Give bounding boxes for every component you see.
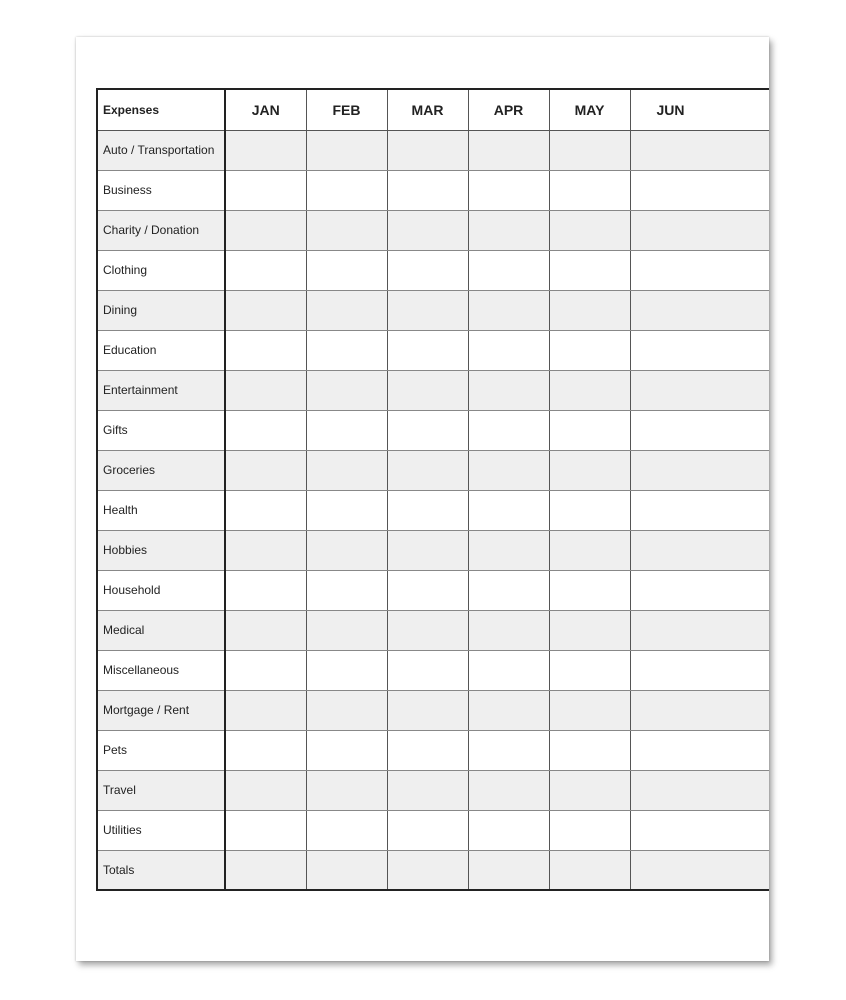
entry-cell[interactable] <box>549 410 630 450</box>
row-label: Mortgage / Rent <box>97 690 225 730</box>
entry-cell[interactable] <box>549 810 630 850</box>
table-row <box>97 810 769 850</box>
entry-cell[interactable] <box>306 850 387 890</box>
table-row <box>97 290 769 330</box>
table-row <box>97 650 769 690</box>
entry-cell[interactable] <box>468 370 549 410</box>
entry-cell[interactable] <box>387 450 468 490</box>
row-label: Travel <box>97 770 225 810</box>
entry-cell[interactable] <box>225 810 306 850</box>
entry-cell[interactable] <box>630 250 769 290</box>
entry-cell[interactable] <box>306 610 387 650</box>
entry-cell[interactable] <box>468 850 549 890</box>
entry-cell[interactable] <box>225 370 306 410</box>
entry-cell[interactable] <box>630 770 769 810</box>
entry-cell[interactable] <box>387 210 468 250</box>
entry-cell[interactable] <box>549 290 630 330</box>
entry-cell[interactable] <box>225 170 306 210</box>
entry-cell[interactable] <box>306 490 387 530</box>
entry-cell[interactable] <box>630 650 769 690</box>
entry-cell[interactable] <box>225 770 306 810</box>
table-row <box>97 170 769 210</box>
entry-cell[interactable] <box>306 770 387 810</box>
entry-cell[interactable] <box>306 730 387 770</box>
entry-cell[interactable] <box>630 290 769 330</box>
entry-cell[interactable] <box>468 330 549 370</box>
entry-cell[interactable] <box>468 570 549 610</box>
entry-cell[interactable] <box>549 690 630 730</box>
table-row <box>97 610 769 650</box>
entry-cell[interactable] <box>225 250 306 290</box>
entry-cell[interactable] <box>549 130 630 170</box>
entry-cell[interactable] <box>468 410 549 450</box>
entry-cell[interactable] <box>468 290 549 330</box>
row-label: Hobbies <box>97 530 225 570</box>
entry-cell[interactable] <box>468 250 549 290</box>
row-label: Dining <box>97 290 225 330</box>
entry-cell[interactable] <box>225 610 306 650</box>
entry-cell[interactable] <box>306 370 387 410</box>
table-row <box>97 370 769 410</box>
entry-cell[interactable] <box>225 410 306 450</box>
header-month-feb: FEB <box>306 89 387 130</box>
row-label: Household <box>97 570 225 610</box>
entry-cell[interactable] <box>549 450 630 490</box>
expense-table <box>96 88 769 891</box>
entry-cell[interactable] <box>306 250 387 290</box>
entry-cell[interactable] <box>549 650 630 690</box>
entry-cell[interactable] <box>630 330 769 370</box>
entry-cell[interactable] <box>387 690 468 730</box>
entry-cell[interactable] <box>387 290 468 330</box>
entry-cell[interactable] <box>468 130 549 170</box>
table-row <box>97 690 769 730</box>
table-row <box>97 490 769 530</box>
entry-cell[interactable] <box>387 770 468 810</box>
entry-cell[interactable] <box>225 450 306 490</box>
row-label: Medical <box>97 610 225 650</box>
budget-sheet <box>76 37 769 961</box>
entry-cell[interactable] <box>387 570 468 610</box>
entry-cell[interactable] <box>306 130 387 170</box>
entry-cell[interactable] <box>306 210 387 250</box>
entry-cell[interactable] <box>225 130 306 170</box>
entry-cell[interactable] <box>468 450 549 490</box>
entry-cell[interactable] <box>549 730 630 770</box>
entry-cell[interactable] <box>549 330 630 370</box>
entry-cell[interactable] <box>630 690 769 730</box>
table-row <box>97 330 769 370</box>
entry-cell[interactable] <box>468 210 549 250</box>
entry-cell[interactable] <box>468 610 549 650</box>
row-label: Gifts <box>97 410 225 450</box>
entry-cell[interactable] <box>630 490 769 530</box>
entry-cell[interactable] <box>549 570 630 610</box>
entry-cell[interactable] <box>630 530 769 570</box>
entry-cell[interactable] <box>549 610 630 650</box>
entry-cell[interactable] <box>225 290 306 330</box>
entry-cell[interactable] <box>387 730 468 770</box>
table-row <box>97 130 769 170</box>
entry-cell[interactable] <box>468 770 549 810</box>
entry-cell[interactable] <box>387 410 468 450</box>
header-month-jun: JUN <box>630 89 769 130</box>
table-row <box>97 450 769 490</box>
entry-cell[interactable] <box>306 410 387 450</box>
entry-cell[interactable] <box>630 850 769 890</box>
header-month-may: MAY <box>549 89 630 130</box>
entry-cell[interactable] <box>306 170 387 210</box>
header-month-jan: JAN <box>225 89 306 130</box>
entry-cell[interactable] <box>630 450 769 490</box>
row-label: Miscellaneous <box>97 650 225 690</box>
entry-cell[interactable] <box>387 610 468 650</box>
entry-cell[interactable] <box>549 250 630 290</box>
entry-cell[interactable] <box>468 650 549 690</box>
entry-cell[interactable] <box>630 610 769 650</box>
table-row <box>97 770 769 810</box>
entry-cell[interactable] <box>630 130 769 170</box>
row-label: Charity / Donation <box>97 210 225 250</box>
entry-cell[interactable] <box>306 450 387 490</box>
row-label: Groceries <box>97 450 225 490</box>
entry-cell[interactable] <box>549 370 630 410</box>
entry-cell[interactable] <box>549 170 630 210</box>
entry-cell[interactable] <box>306 570 387 610</box>
entry-cell[interactable] <box>306 330 387 370</box>
table-row <box>97 570 769 610</box>
table-row <box>97 210 769 250</box>
entry-cell[interactable] <box>630 570 769 610</box>
row-label: Utilities <box>97 810 225 850</box>
row-label: Totals <box>97 850 225 890</box>
entry-cell[interactable] <box>225 490 306 530</box>
entry-cell[interactable] <box>630 410 769 450</box>
entry-cell[interactable] <box>468 730 549 770</box>
table-row <box>97 850 769 890</box>
entry-cell[interactable] <box>225 650 306 690</box>
entry-cell[interactable] <box>549 770 630 810</box>
entry-cell[interactable] <box>306 690 387 730</box>
entry-cell[interactable] <box>306 650 387 690</box>
entry-cell[interactable] <box>387 530 468 570</box>
entry-cell[interactable] <box>225 530 306 570</box>
entry-cell[interactable] <box>387 650 468 690</box>
entry-cell[interactable] <box>468 530 549 570</box>
entry-cell[interactable] <box>630 810 769 850</box>
entry-cell[interactable] <box>225 210 306 250</box>
entry-cell[interactable] <box>468 490 549 530</box>
entry-cell[interactable] <box>225 850 306 890</box>
header-month-mar: MAR <box>387 89 468 130</box>
entry-cell[interactable] <box>468 810 549 850</box>
entry-cell[interactable] <box>225 690 306 730</box>
entry-cell[interactable] <box>549 210 630 250</box>
entry-cell[interactable] <box>468 170 549 210</box>
entry-cell[interactable] <box>225 330 306 370</box>
table-row <box>97 410 769 450</box>
table-body <box>97 130 769 890</box>
entry-cell[interactable] <box>225 730 306 770</box>
table-row <box>97 250 769 290</box>
row-label: Business <box>97 170 225 210</box>
entry-cell[interactable] <box>630 730 769 770</box>
entry-cell[interactable] <box>387 130 468 170</box>
entry-cell[interactable] <box>630 170 769 210</box>
entry-cell[interactable] <box>306 530 387 570</box>
row-label: Auto / Transportation <box>97 130 225 170</box>
entry-cell[interactable] <box>387 330 468 370</box>
table-row <box>97 530 769 570</box>
entry-cell[interactable] <box>387 490 468 530</box>
row-label: Pets <box>97 730 225 770</box>
entry-cell[interactable] <box>549 530 630 570</box>
row-label: Health <box>97 490 225 530</box>
entry-cell[interactable] <box>468 690 549 730</box>
entry-cell[interactable] <box>387 370 468 410</box>
entry-cell[interactable] <box>387 250 468 290</box>
entry-cell[interactable] <box>630 210 769 250</box>
entry-cell[interactable] <box>630 370 769 410</box>
entry-cell[interactable] <box>387 810 468 850</box>
entry-cell[interactable] <box>225 570 306 610</box>
entry-cell[interactable] <box>549 490 630 530</box>
entry-cell[interactable] <box>387 170 468 210</box>
entry-cell[interactable] <box>306 290 387 330</box>
table-row <box>97 730 769 770</box>
header-expenses: Expenses <box>97 89 225 130</box>
row-label: Education <box>97 330 225 370</box>
row-label: Clothing <box>97 250 225 290</box>
entry-cell[interactable] <box>549 850 630 890</box>
row-label: Entertainment <box>97 370 225 410</box>
header-row <box>97 89 769 130</box>
entry-cell[interactable] <box>387 850 468 890</box>
entry-cell[interactable] <box>306 810 387 850</box>
header-month-apr: APR <box>468 89 549 130</box>
